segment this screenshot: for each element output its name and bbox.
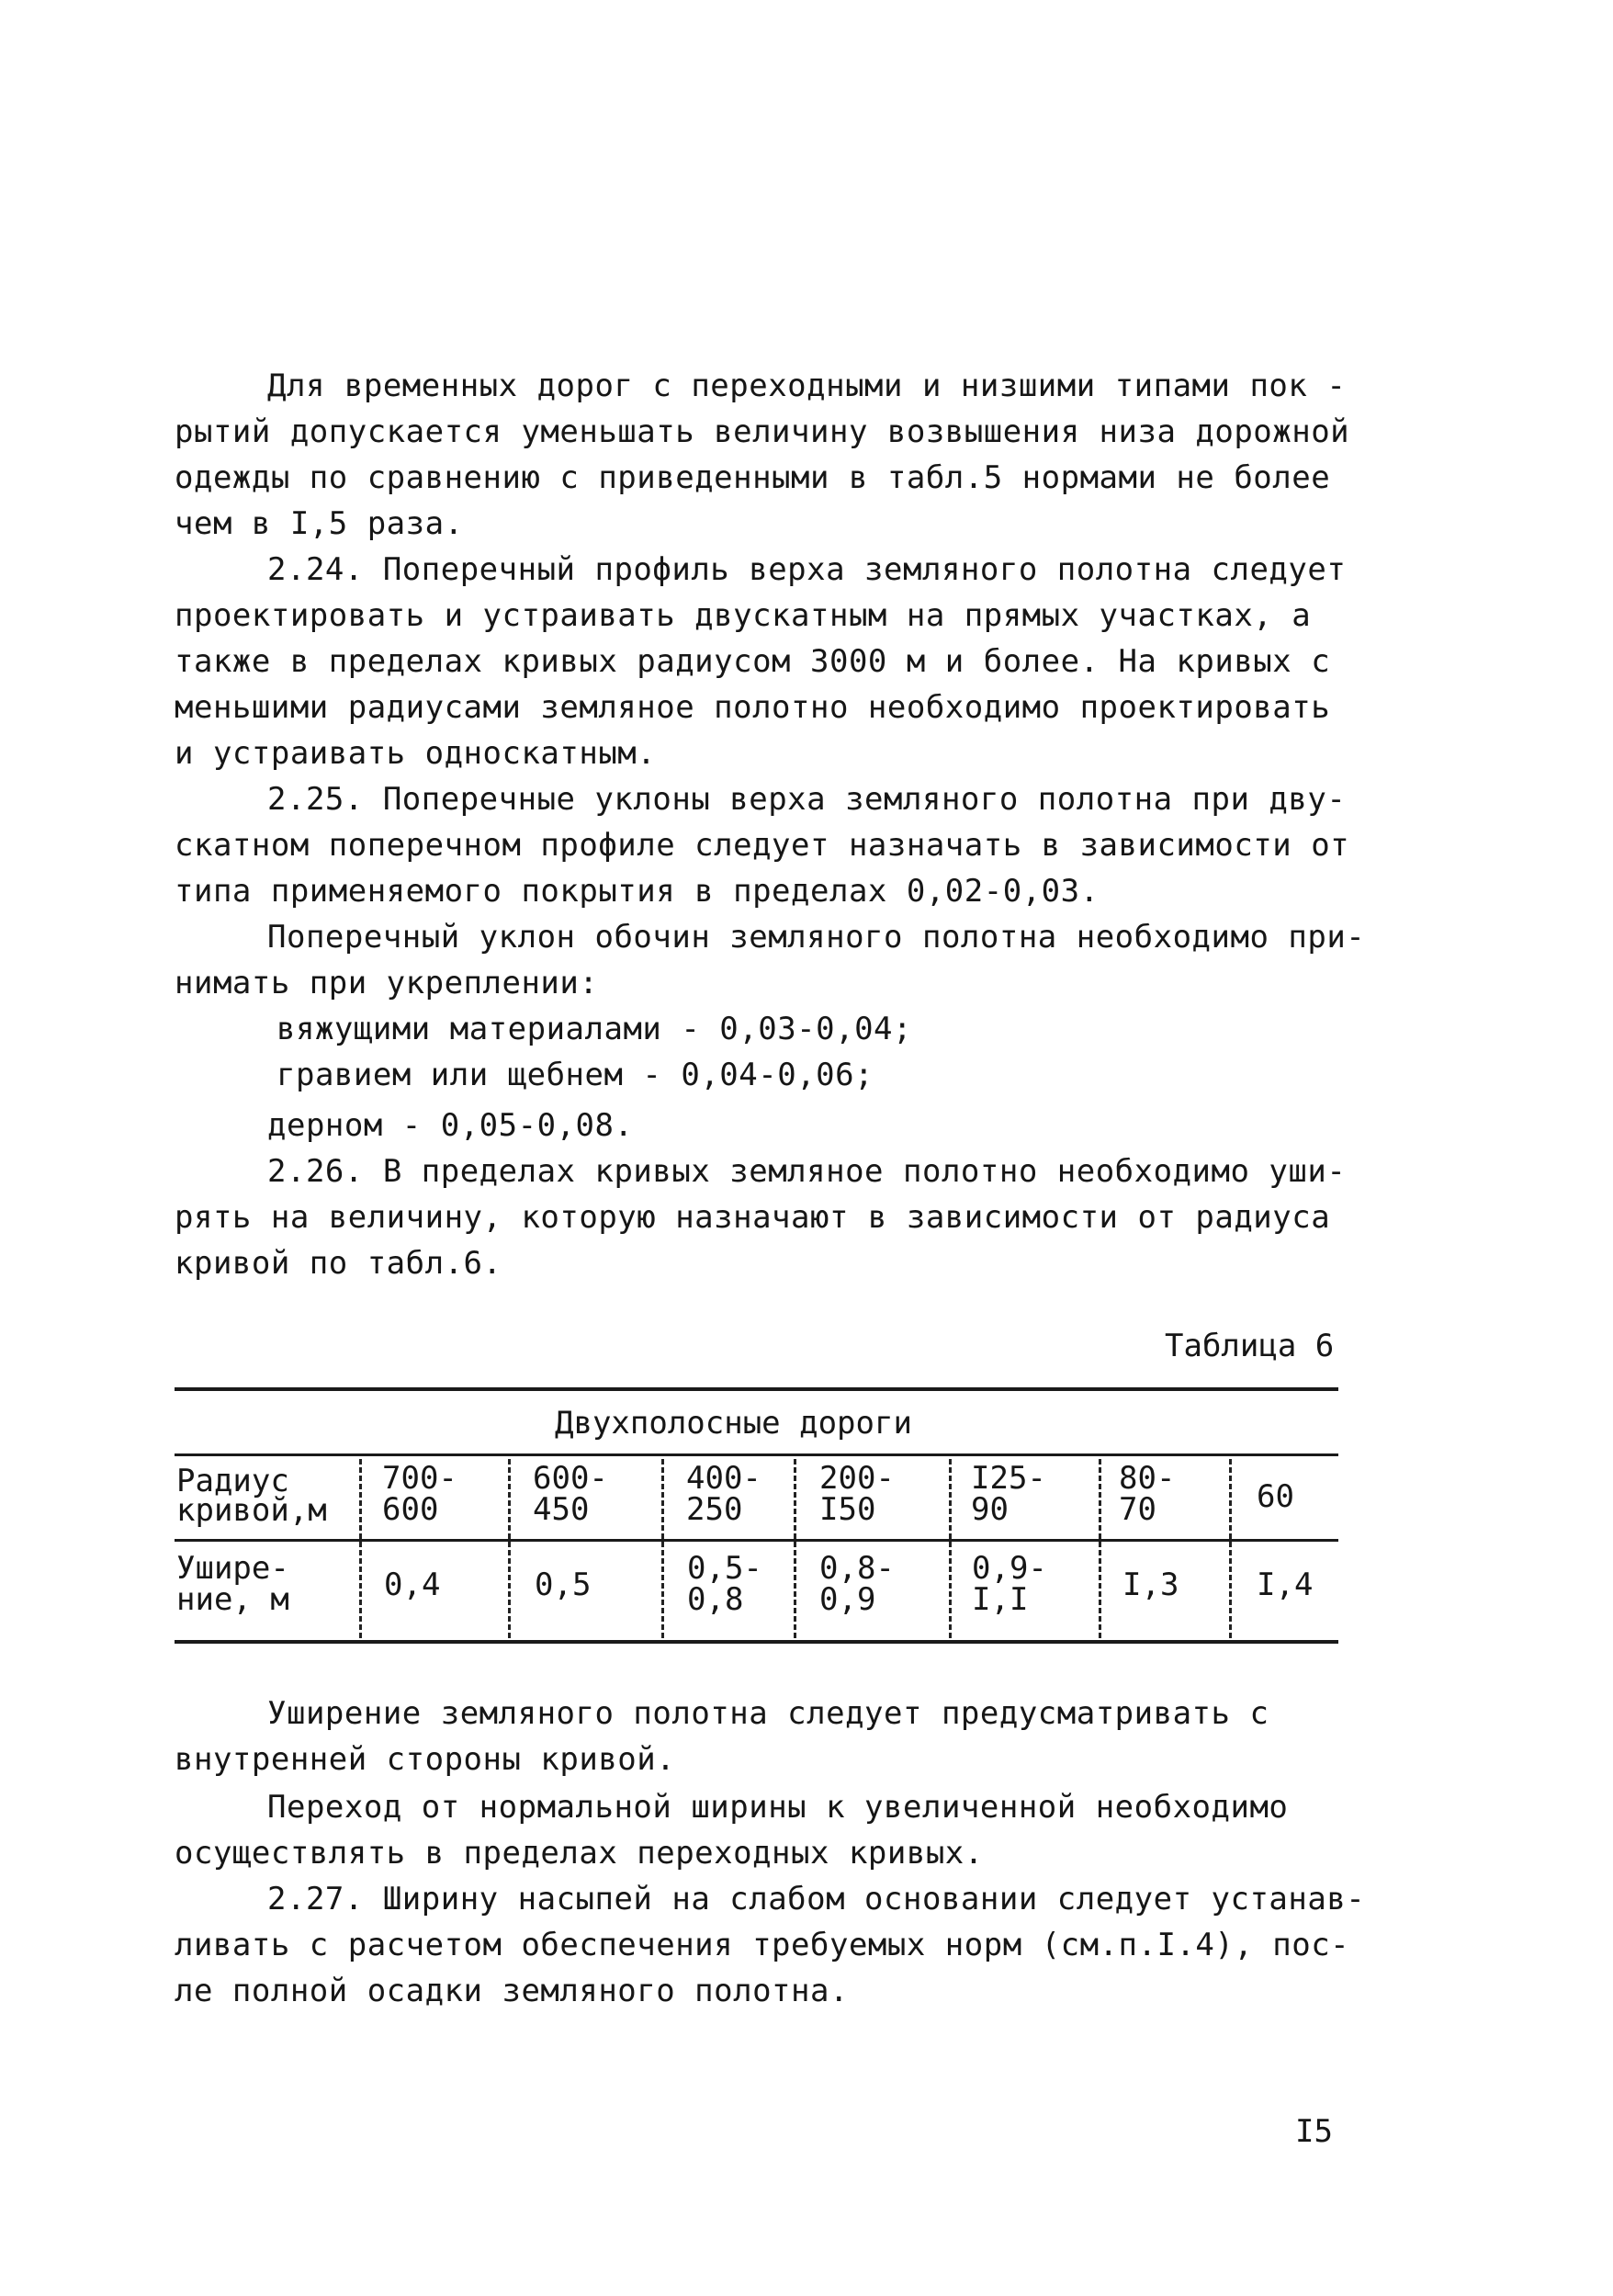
table-header-rule [175,1453,1338,1456]
column-separator [949,1459,952,1638]
column-separator [359,1459,362,1638]
text-line: вяжущими материалами - 0,03-0,04; [276,1011,913,1047]
table-cell: I50 [819,1491,876,1528]
table-cell: 450 [533,1491,590,1528]
text-line: дерном - 0,05-0,08. [267,1107,634,1144]
table-cell: 0,5- [687,1550,762,1587]
text-line: Для временных дорог с переходными и низшими типами пок - [267,368,1347,404]
table-group-header: Двухполосные дороги [555,1405,912,1442]
row-label: Ушире- [176,1550,289,1587]
table-cell: 60 [1257,1478,1294,1515]
text-line: осуществлять в пределах переходных кривых. [175,1835,984,1872]
table-cell: 70 [1119,1491,1156,1528]
text-line: Поперечный уклон обочин земляного полотна необходимо при- [267,919,1366,956]
text-line: Уширение земляного полотна следует предусматривать с [267,1695,1269,1732]
text-line: и устраивать односкатным. [175,735,657,772]
text-line: 2.26. В пределах кривых земляное полотно необходимо уши- [267,1153,1347,1190]
page-number: I5 [1295,2113,1333,2150]
table-caption: Таблица 6 [1165,1328,1335,1364]
table-top-rule [175,1387,1338,1391]
table-cell: 0,8 [687,1581,744,1618]
table-cell: 0,9 [819,1581,876,1618]
text-line: проектировать и устраивать двускатным на прямых участках, а [175,597,1312,634]
table-cell: I,4 [1257,1566,1314,1603]
text-line: кривой по табл.6. [175,1245,502,1282]
table-row-rule [175,1539,1338,1542]
table-cell: I25- [971,1460,1046,1497]
text-line: гравием или щебнем - 0,04-0,06; [276,1057,874,1093]
table-cell: 250 [686,1491,743,1528]
table-cell: 400- [686,1460,761,1497]
text-line: рытий допускается уменьшать величину возвышения низа дорожной [175,413,1350,450]
row-label: Радиус [176,1463,289,1499]
column-separator [794,1459,796,1638]
text-line: 2.24. Поперечный профиль верха земляного полотна следует [267,551,1347,588]
text-line: также в пределах кривых радиусом 3000 м и более. На кривых с [175,643,1331,680]
table-cell: 0,9- [972,1550,1047,1587]
table-cell: 90 [971,1491,1009,1528]
column-separator [1229,1459,1232,1638]
column-separator [1099,1459,1101,1638]
table-cell: 0,5 [535,1566,592,1603]
row-label: кривой,м [176,1492,327,1529]
text-line: чем в I,5 раза. [175,505,464,542]
column-separator [661,1459,664,1638]
table-cell: 0,4 [384,1566,441,1603]
text-line: типа применяемого покрытия в пределах 0,02-0,03. [175,873,1100,910]
table-cell: 200- [819,1460,895,1497]
text-line: одежды по сравнению с приведенными в табл.5 нормами не более [175,459,1331,496]
row-label: ние, м [176,1581,289,1618]
text-line: рять на величину, которую назначают в зависимости от радиуса [175,1199,1331,1236]
column-separator [508,1459,511,1638]
table-cell: 600- [533,1460,608,1497]
text-line: ливать с расчетом обеспечения требуемых норм (см.п.I.4), пос- [175,1927,1350,1963]
text-line: нимать при укреплении: [175,965,599,1001]
table-cell: 0,8- [819,1550,895,1587]
table-cell: 80- [1119,1460,1176,1497]
table-cell: 600 [382,1491,439,1528]
text-line: Переход от нормальной ширины к увеличенной необходимо [267,1789,1289,1826]
text-line: скатном поперечном профиле следует назначать в зависимости от [175,827,1350,864]
text-line: 2.27. Ширину насыпей на слабом основании следует устанав- [267,1881,1366,1917]
text-line: внутренней стороны кривой. [175,1741,676,1778]
text-line: 2.25. Поперечные уклоны верха земляного полотна при дву- [267,781,1347,818]
table-cell: I,3 [1122,1566,1179,1603]
text-line: ле полной осадки земляного полотна. [175,1973,849,2009]
table-cell: 700- [382,1460,457,1497]
text-line: меньшими радиусами земляное полотно необходимо проектировать [175,689,1331,726]
table-cell: I,I [972,1581,1029,1618]
table-bottom-rule [175,1640,1338,1644]
